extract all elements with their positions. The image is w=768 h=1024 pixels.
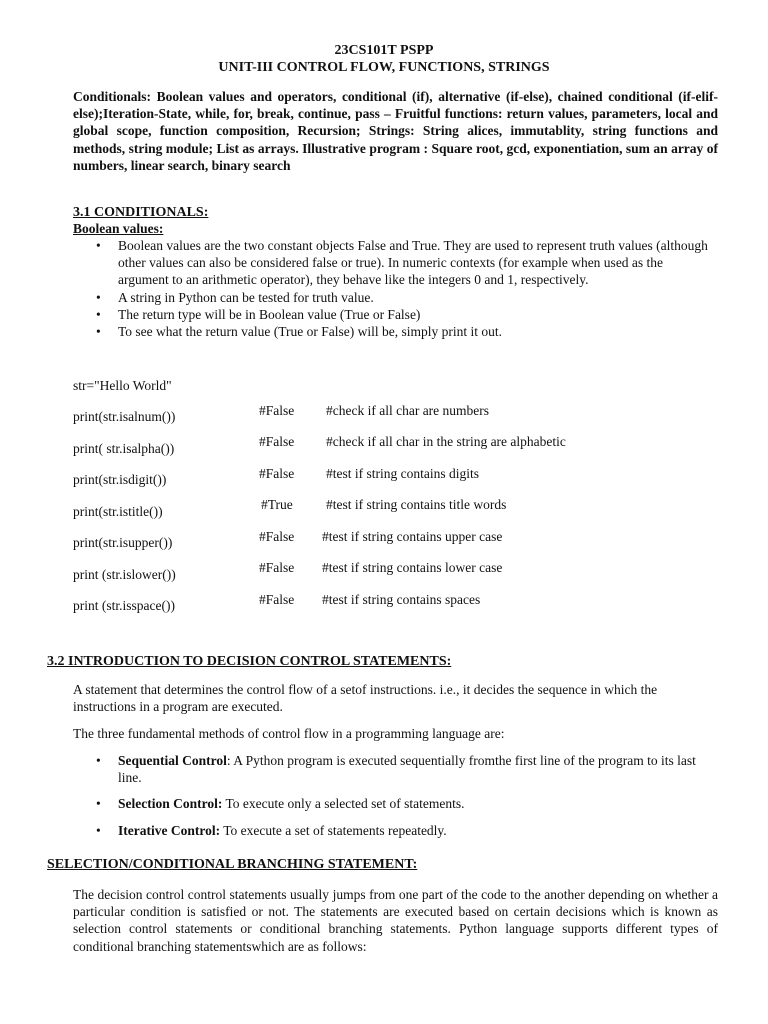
- code-result: #False: [259, 403, 295, 418]
- boolean-bullet-list: [92, 237, 712, 340]
- decision-control-definition: A statement that determines the control flow of a setof instructions. i.e., it decides the sequence in which the instructions in a program are executed.: [73, 682, 658, 715]
- code-result: #True: [261, 497, 293, 512]
- control-methods-list: [96, 752, 716, 848]
- unit-title: UNIT-III CONTROL FLOW, FUNCTIONS, STRINGS: [218, 60, 550, 75]
- bullet-icon: •: [96, 753, 101, 768]
- code-call: print (str.isspace()): [73, 598, 175, 613]
- code-call: print (str.islower()): [73, 567, 176, 582]
- code-comment: #test if string contains spaces: [322, 592, 481, 607]
- bullet-icon: •: [96, 289, 101, 305]
- code-result: #False: [259, 560, 295, 575]
- bullet-icon: •: [96, 822, 101, 838]
- code-result: #False: [259, 529, 295, 544]
- term-sequential-control: Sequential Control: [118, 753, 227, 768]
- section-heading-selection-branching: SELECTION/CONDITIONAL BRANCHING STATEMENT:: [47, 857, 418, 872]
- list-item: • To see what the return value (True or False) will be, simply print it out.: [96, 324, 502, 340]
- code-comment: #test if string contains digits: [326, 466, 479, 481]
- code-comment: #test if string contains upper case: [322, 529, 503, 544]
- list-item: • Sequential Control: A Python program is executed sequentially fromthe first line of the program to its last line.: [96, 753, 696, 786]
- control-flow-methods-intro: The three fundamental methods of control flow in a programming language are:: [73, 726, 505, 741]
- code-call: print( str.isalpha()): [73, 441, 175, 456]
- list-item: • Iterative Control: To execute a set of statements repeatedly.: [96, 822, 447, 838]
- bullet-icon: •: [96, 306, 101, 322]
- subheading-boolean-values: Boolean values:: [73, 221, 164, 236]
- code-result: #False: [259, 434, 295, 449]
- list-item: • Boolean values are the two constant objects False and True. They are used to represent truth values (although other values can also be considered false or true). In numeric contexts (for example when used as the argument to an arithmetic operator), they behave like the integers 0 and 1, respectively.: [96, 238, 708, 288]
- term-iterative-control: Iterative Control:: [118, 822, 221, 838]
- code-call: print(str.istitle()): [73, 504, 163, 519]
- section-heading-conditionals: 3.1 CONDITIONALS:: [73, 205, 209, 220]
- code-result: #False: [259, 592, 295, 607]
- code-call: print(str.isupper()): [73, 535, 173, 550]
- code-comment: #test if string contains title words: [326, 497, 507, 512]
- code-comment: #check if all char in the string are alphabetic: [326, 434, 566, 449]
- code-result: #False: [259, 466, 295, 481]
- code-call: print(str.isdigit()): [73, 472, 167, 487]
- unit-syllabus: Conditionals: Boolean values and operators, conditional (if), alternative (if-else), chained conditional (if-elif-else);Iteration-State, while, for, break, continue, pass – Fruitful functions: return values, parameters, local and global scope, function composition, Recursion; Strings: String alices, immutablity, string functions and methods, string module; List as arrays. Illustrative program : Square root, gcd, exponentiation, sum an array of numbers, linear search, binary search: [73, 89, 718, 173]
- list-item: • The return type will be in Boolean value (True or False): [96, 306, 421, 322]
- code-assignment: str="Hello World": [73, 378, 172, 393]
- list-item: • Selection Control: To execute only a selected set of statements.: [96, 796, 465, 812]
- bullet-icon: •: [96, 324, 101, 340]
- bullet-icon: •: [96, 796, 101, 812]
- code-call: print(str.isalnum()): [73, 409, 176, 424]
- course-code: 23CS101T PSPP: [334, 43, 434, 58]
- list-item: • A string in Python can be tested for truth value.: [96, 289, 374, 305]
- term-selection-control: Selection Control:: [118, 796, 223, 812]
- code-comment: #check if all char are numbers: [326, 403, 490, 418]
- selection-branching-paragraph: The decision control control statements usually jumps from one part of the code to the another depending on whether a particular condition is satisfied or not. The statements are executed based on certain decisions which is known as selection control statements or conditional branching statements. Python language supports different types of conditional branching statementswhich are as follows:: [73, 887, 718, 954]
- bullet-icon: •: [96, 238, 101, 253]
- code-comment: #test if string contains lower case: [322, 560, 503, 575]
- section-heading-decision-control: 3.2 INTRODUCTION TO DECISION CONTROL STATEMENTS:: [47, 654, 452, 669]
